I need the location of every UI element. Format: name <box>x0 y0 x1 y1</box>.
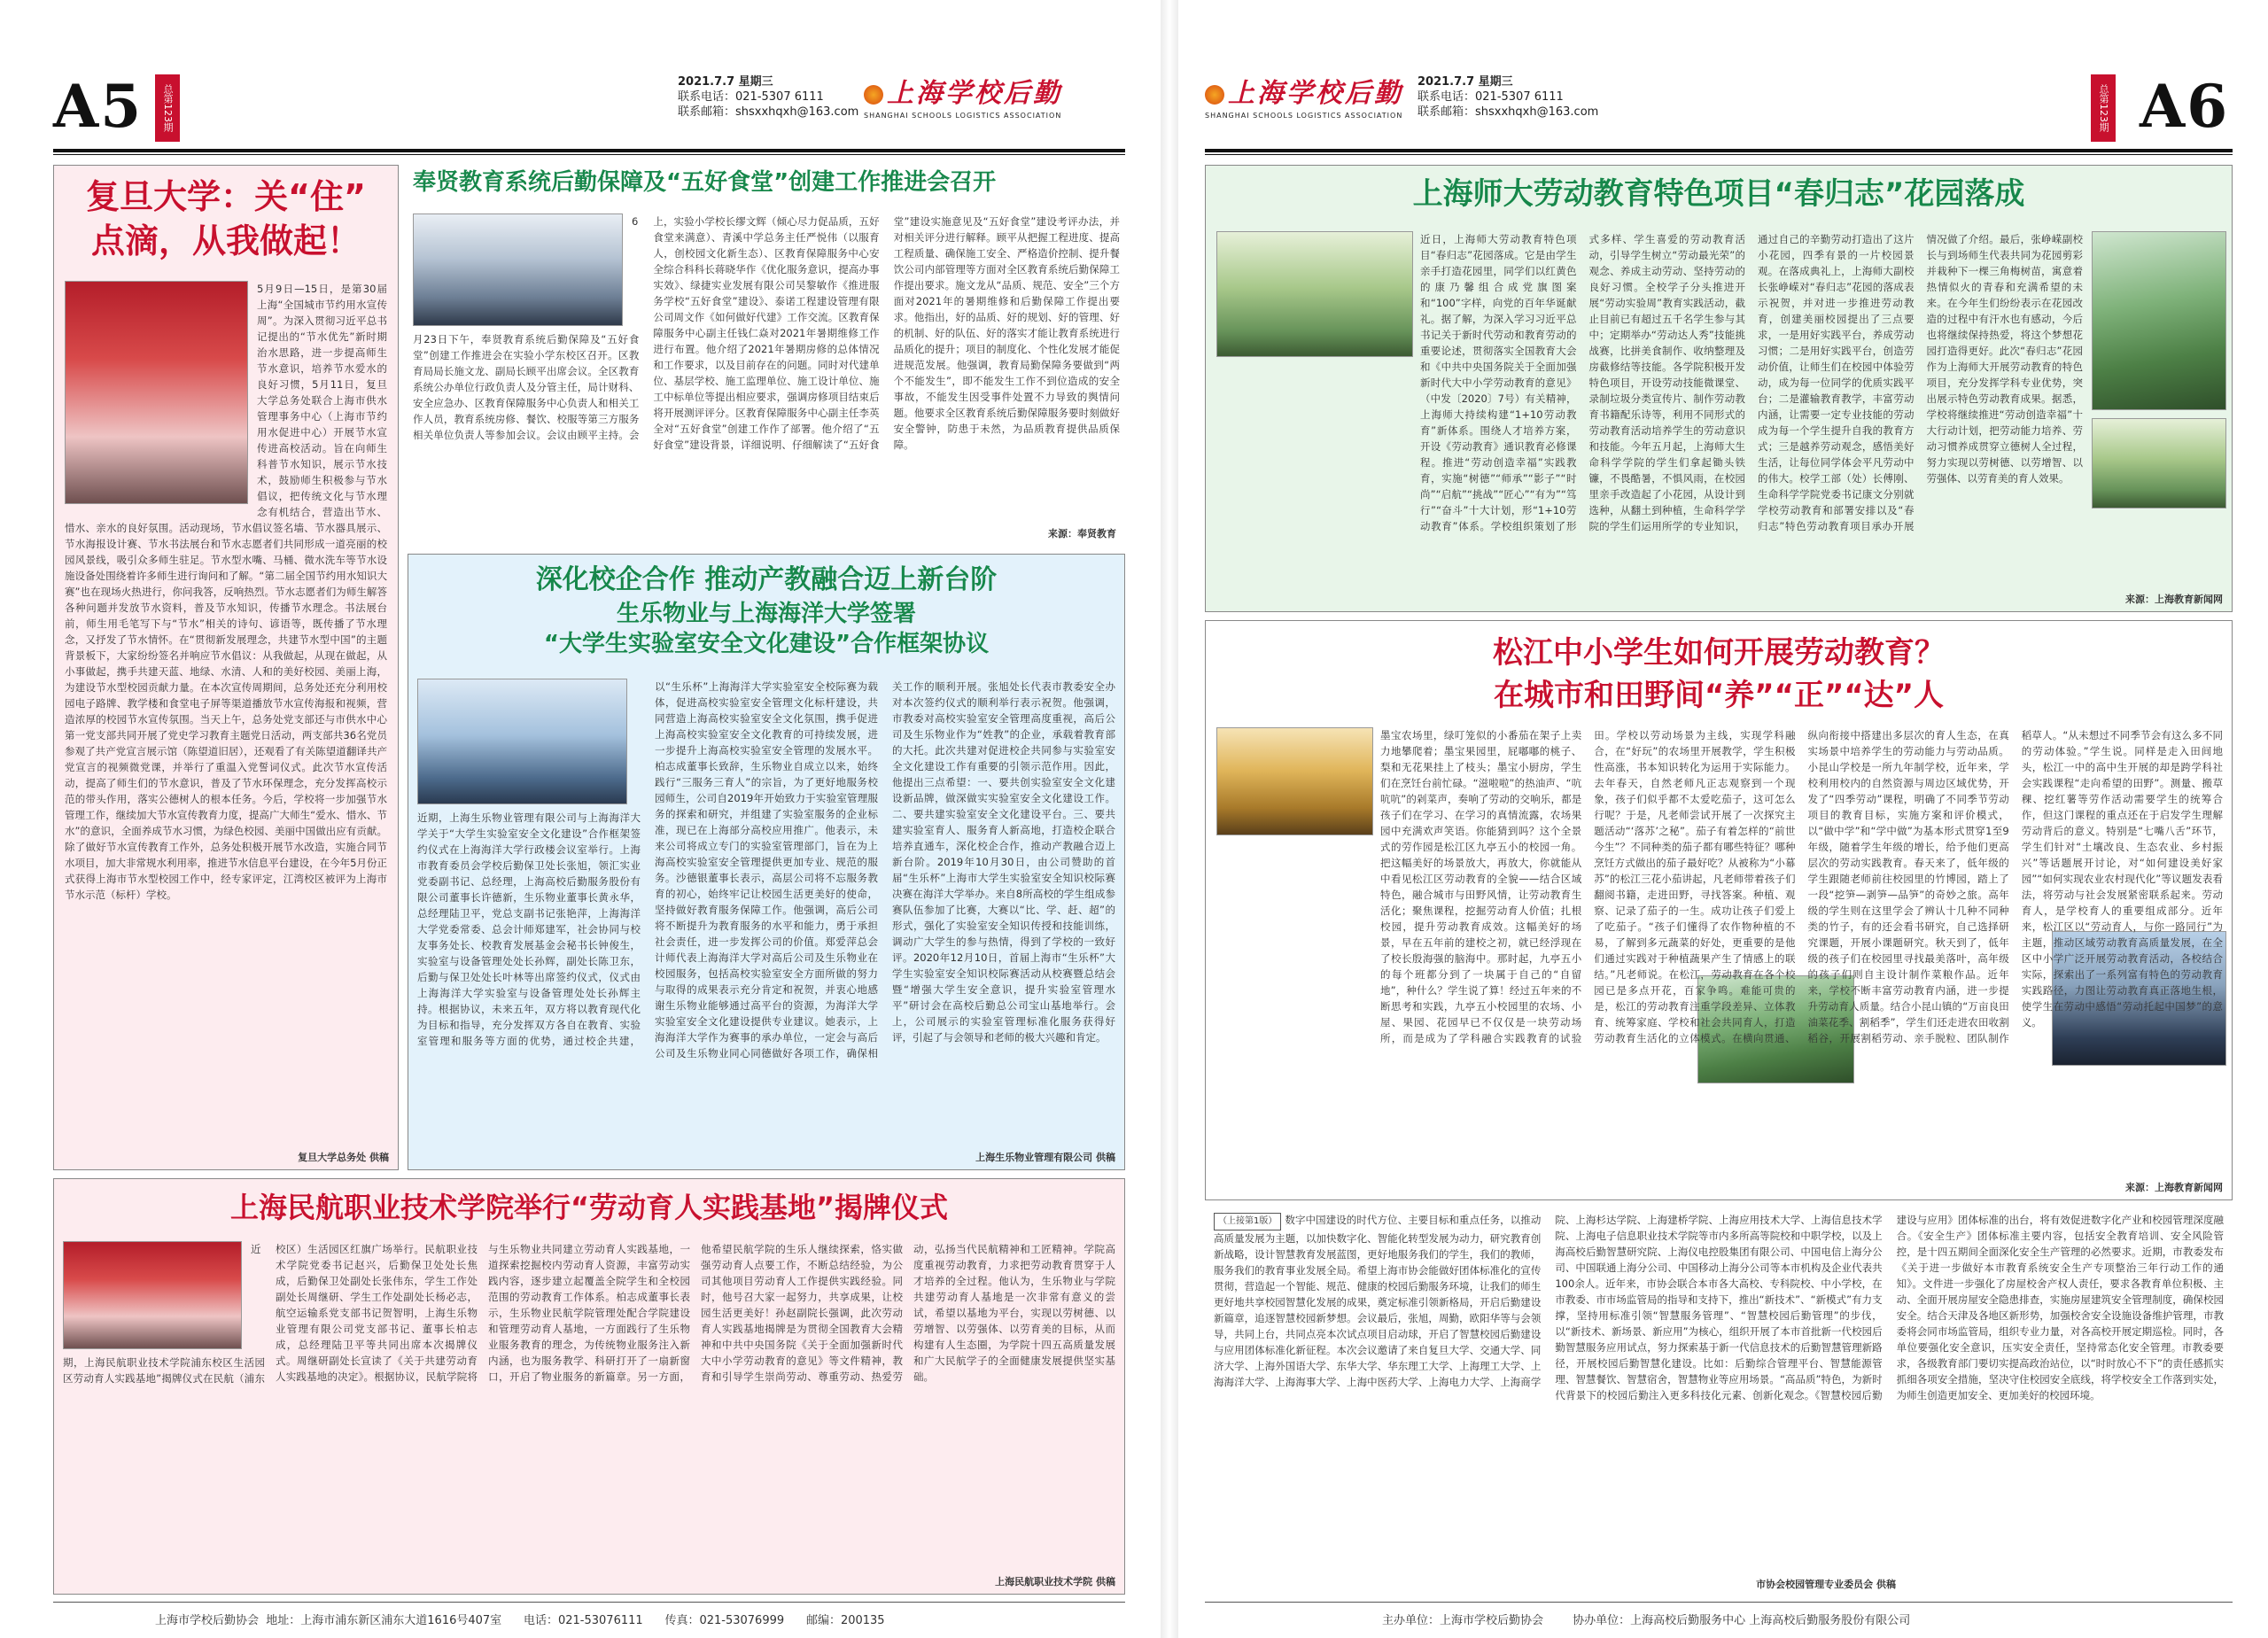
article-body: 5月9日—15日，是第30届上海“全国城市节约用水宣传周”。为深入贯彻习近平总书记提出的“节水优先”新时期治水思路，进一步提高师生节水意识，培养节水爱水的良好习惯，5月11日，复旦大学总务处联合上海市供水管理事务中心（上海市节约用水促进中心）开展节水宣传进高校活动。旨在向师生科普节水知识，展示节水技术，鼓励师生积极参与节水倡议，把传统文化与节水理念有机结合，营造出节水、惜水、亲水的良好氛围。活动现场，节水倡议签名墙、节水器具展示、节水海报设计赛、节水书法展台和节水志愿者们共同形成一道亮丽的校园风景线，吸引众多师生驻足。节水型水嘴、马桶、微水洗车等节水设施设备处围绕着许多师生进行询问和了解。“第二届全国节约用水知识大赛”也在现场火热进行，你问我答，反响热烈。节水志愿者们为师生解答各种问题并发放节水资料，普及节水知识，传播节水理念。书法展台前，师生用毛笔写下与“节水”相关的诗句、谚语等，既传播了节水理念，又抒发了节水情怀。在“贯彻新发展理念，共建节水型中国”的主题背景板下，大家纷纷签名并响应节水倡议：从我做起，从现在做起，从小事做起，携手共建天蓝、地绿、水清、人和的美好校园、美丽上海，为建设节水型校园贡献力量。在本次宣传周期间，总务处还充分利用校园电子路牌、教学楼和食堂电子屏等渠道播放节水宣传海报和视频，营造浓厚的校园节水宣传氛围。当天上午，总务处党支部还与市供水中心第一党支部共同开展了党史学习教育主题党日活动，两支部共36名党员参观了共产党宣言展示馆（陈望道旧居），还观看了有关陈望道翻译共产党宣言的视频微党课，并举行了重温入党誓词仪式。此次节水宣传活动，提高了师生们的节水意识，普及了节水环保理念，充分发挥高校示范的带头作用，落实公德树人的根本任务。今后，学校将一步加强节水管理工作，继续加大节水宣传教育力度，提高广大师生“爱水、惜水、节水”的意识，全面养成节水习惯，为绿色校园、美丽中国做出应有贡献。除了做好节水宣传教育工作外，总务处积极开展节水改造，实施合同节水项目，加大非常规水利用率，推进节水信息平台建设，在今年5月份正式获得上海市节水型校园工作中，经专家评定，江湾校区被评为上海市节水示范（标杆）学校。 <box>65 283 387 901</box>
header-info <box>678 74 858 120</box>
footer-rule <box>1205 1602 2233 1603</box>
article-body: 6月23日下午，奉贤教育系统后勤保障及“五好食堂”创建工作推进会在实验小学东校区召开。区教育局局长施文龙、副局长顾平出席会议。全区教育系统公办单位行政负责人及分管主任，局计财科、安全应急办、区教育保障服务中心负责人和相关工作人员，教育系统房修、餐饮、校服等第三方服务相关单位负责人等参加会议。会议由顾平主持。会上，实验小学校长缪文辉（倾心尽力促品质，五好食堂来满意）、青溪中学总务主任严悦伟（以服育人，创校园文化新生态）、区教育保障服务中心安全综合科科长蒋晓华作《优化服务意识，提高办事实效》、绿捷实业发展有限公司吴黎敏作《推进服务学校“五好食堂”建设》、泰诺工程建设管理有限公司周文作《如何做好代建》工作交流。区教育保障服务中心副主任钱仁焱对2021年暑期维修工作进行布置。他介绍了2021年暑期房修的总体情况和工作要求，以及目前存在的问题。同时对代建单位、基层学校、施工监理单位、施工设计单位、施工中标单位等提出相应要求，强调房修项目结束后将开展测评评分。区教育保障服务中心副主任李英全对“五好食堂”创建工作作了部署。他介绍了“五好食堂”建设背景，详细说明、仔细解读了“五好食堂”建设实施意见及“五好食堂”建设考评办法，并对相关评分进行解释。顾平从把握工程进度、提高工程质量、确保施工安全、严格造价控制、提升餐饮公司内部管理等方面对全区教育系统后勤保障工作提出要求。施文龙从“品质、规范、安全”三个方面对2021年的暑期维修和后勤保障工作提出要求。他指出，好的品质、好的规划、好的管理、好的机制、好的队伍、好的落实才能让教育系统进行品质化的提升；项目的制度化、个性化发展才能促进规范发展。他强调，教育局勤保障务要做到“两个不能发生”，即不能发生工作不到位造成的安全事故，不能发生因受事件处置不力导致的舆情问题。他要求全区教育系统后勤保障服务要时刻做好安全警钟，防患于未然，为品质教育提供品质保障。 <box>413 215 1120 451</box>
header-rule <box>53 149 1125 152</box>
footer-a6: 主办单位：上海市学校后勤协会 协办单位：上海高校后勤服务中心 上海高校后勤服务股份有限公司 <box>1382 1614 1911 1627</box>
issue-badge: 总第123期 <box>155 74 180 142</box>
photo-plaque-ceremony <box>63 1241 242 1349</box>
article-shnu-garden <box>1205 165 2233 612</box>
article-source: 来源：上海教育新闻网 <box>2125 1182 2223 1193</box>
email-line: 联系邮箱：shsxxhqxh@163.com <box>1418 105 1599 119</box>
article-songjiang <box>1205 620 2233 1200</box>
photo-flower-flag <box>1216 231 1413 357</box>
masthead-logo: 上海学校后勤 SHANGHAI SCHOOLS LOGISTICS ASSOCIATION <box>864 71 1068 131</box>
sun-logo-icon <box>864 85 883 105</box>
article-source: 来源：上海教育新闻网 <box>2125 594 2223 605</box>
article-body: 墨宝农场里，绿叮笼似的小番茄在架子上卖力地攀爬着；墨宝果园里，屁嘟嘟的桃子、梨和无花果挂上了枝头；墨宝小厨房，学生们在烹饪台前忙碌。“滋啦啦”的热油声、“吭吭吭”的剁菜声，奏响了劳动的交响乐，都是孩子们在学习、在学习的真情流露，农场果园中充满欢声笑语。你能猜到吗？这个全景式的劳作园是松江区九亭五小的校园一角。把这幅美好的场景放大，再放大，你就能从中看见松江区劳动教育的全貌——结合区域特色，融合城市与田野风情，让劳动教育生活化；聚焦课程，挖掘劳动育人价值；扎根校园，提升劳动教育成效。这幅美好的场景，早在五年前的建校之初，就已经浮现在了校长殷海强的脑海中。那时起，九亭五小的每个班都分到了一块属于自己的“自留地”，种什么？学生说了算！经过五年来的不断思考和实践，九亭五小校园里的农场、小屋、果园、花园早已不仅仅是一块劳动场所，而是成为了学科融合实践教育的试验田。学校以劳动场景为主线，实现学科融合，在“好玩”的农场里开展教学，学生积极性高涨，书本知识转化为运用于实际能力。去年春天，自然老师凡正志观察到一个现象，孩子们似乎都不太爱吃茄子，这可怎么行呢？于是，凡老师尝试开展了一次探究主题活动“‘落苏’之秘”。茄子有着怎样的“前世今生”？不同种类的茄子都有哪些特征？哪种烹饪方式做出的茄子最好吃？从被称为“小幕苏”的松江三花小茄讲起，凡老师带着孩子们翻阅书籍，走进田野，寻找答案。种植、观察、记录了茄子的一生。成功让孩子们爱上了吃茄子。“孩子们懂得了农作物种植的不易，了解到多元蔬菜的好处，更重要的是他们通过实践对于种植蔬果产生了情感上的联结。”凡老师说。在松江，劳动教育在各个校园已是多点开花，百家争鸣。难能可贵的是，松江的劳动教育注重学段差异、立体教育、统筹家庭、学校和社会共同育人，打造劳动教育生活化的立体模式。在横向贯通、纵向衔接中搭建出多层次的育人生态，在真实场景中培养学生的劳动能力与劳动品质。小昆山学校是一所九年制学校，近年来，学校利用校内的自然资源与周边区域优势，开发了“四季劳动”课程，明确了不同季节劳动项目的教育目标，实施方案和评价模式，以“做中学”和“学中做”为基本形式贯穿1至9年级，随着学生年级的增长，给予他们更高层次的劳动实践教育。春天来了，低年级的学生跟随老师前往校园里的竹博园，踏上了一段“挖笋—剥笋—品笋”的奇妙之旅。高年级的学生则在这里学会了辨认十几种不同种类的竹子，有的还会看书研究，自己选择研究课题，开展小课题研究。秋天到了，低年级的孩子们在校园里寻找最美落叶，高年级的孩子们则自主设计制作菜粮作品。近年来，学校不断丰富劳动教育内涵，进一步提升劳动育人质量。结合小昆山镇的“万亩良田油菜花季、割稻季”，学生们还走进农田收割稻谷，开展割稻劳动、亲手脱粒、团队制作稻草人。“从未想过不同季节会有这么多不同的劳动体验。”学生说。同样是走入田间地头，松江一中的高中生开展的却是跨学科社会实践课程“走向希望的田野”。测量、搬草稞、挖红薯等劳作活动需要学生的统筹合作，但这门课程的重点还在于启发学生理解劳动背后的意义。特别是“七嘴八舌”环节，学生们针对“土壤改良、生态农业、乡村振兴”等话题展开讨论，对“如何建设美好家园”“如何实现农业农村现代化”等议题发表看法，将劳动与社会发展紧密联系起来。劳动育人，是学校育人的重要组成部分。近年来，松江区以“劳动育人，与你一路同行”为主题，推动区域劳动教育高质量发展，在全区中小学广泛开展劳动教育活动，各校结合实际，探索出了一系列富有特色的劳动教育实践路径，力图让劳动教育真正落地生根，使学生在劳动中感悟“劳动托起中国梦”的意义。 <box>1380 729 2223 1044</box>
photo-ribbon-cutting <box>2092 231 2226 410</box>
photo-students-harvest <box>1216 727 1373 835</box>
photo-garden-view <box>2092 418 2226 508</box>
date-line: 2021.7.7 星期三 <box>1418 75 1513 89</box>
page-header-a5 <box>53 71 1125 146</box>
article-source: 上海生乐物业管理有限公司 供稿 <box>975 1152 1115 1163</box>
article-shengle <box>408 554 1125 1170</box>
article-source: 上海民航职业技术学院 供稿 <box>995 1576 1115 1588</box>
page-number: A5 <box>53 72 144 141</box>
article-title: 上海民航职业技术学院举行“劳动育人实践基地”揭牌仪式 <box>229 1191 949 1224</box>
article-source: 市协会校园管理专业委员会 供稿 <box>1756 1579 1896 1590</box>
page-header-a6 <box>1205 71 2233 146</box>
article-subtitle: 生乐物业与上海海洋大学签署 <box>616 601 916 627</box>
article-body: （上接第1版） 数字中国建设的时代方位、主要目标和重点任务，以推动高质量发展为主题，以加快数字化、智能化转型发展为动力，研究教育创新战略，设计智慧教育发展蓝图，更好地服务我们的学生，我们的教师，服务我们的教育事业发展全局。希望上海市协会能做好团体标准化的宣传贯彻，营造起一个智能、规范、健康的校园后勤服务环境，让我们的师生更好地共享校园智慧化发展的成果，奠定标准引领新格局，开启后勤建设新篇章，追逐智慧校园新梦想。会议最后，张旭，周勤，欧阳华等与会领导，共同上台，共同点亮本次试点项目启动球，开启了智慧校园后勤建设与应用团体标准化新征程。本次会议邀请了来自复旦大学、交通大学、同济大学、上海外国语大学、东华大学、华东理工大学、上海理工大学、上海海洋大学、上海海事大学、上海中医药大学、上海电力大学、上海商学院、上海杉达学院、上海建桥学院、上海应用技术大学、上海信息技术学院、上海电子信息职业技术学院等市内多所高等院校和中职学校，以及上海高校后勤智慧研究院、上海仪电控股集团有限公司、中国电信上海分公司、中国联通上海分公司、中国移动上海分公司等本市机构及企业代表共100余人。近年来，市协会联合本市各大高校、专科院校、中小学校，在市教委、市市场监管局的指导和支持下，推出“新技术”、“新模式”有力支撑，坚持用标准引领“智慧服务管理”、“智慧校园后勤管理”的步伐，以“新技术、新场景、新应用”为核心，组织开展了本市首批新一代校园后勤智慧服务应用试点，努力探索基于新一代信息技术的后勤智慧管理新路径，开展校园后勤智慧化建设。比如：后勤综合管理平台、智慧能源管理、智慧餐饮、智慧宿舍，智慧物业等应用场景。“高品质”特色，为新时代背景下的校园后勤注入更多科技化元素、创新化观念。《智慧校园后勤建设与应用》团体标准的出台，将有效促进数字化产业和校园管理深度融合。《安全生产》团体标准主要内容，包括安全教育培训、安全风险管控，是十四五期间全面深化安全生产管理的必然要求。近期，市教委发布《关于进一步做好本市教育系统安全生产专项整治三年行动工作的通知》。文件进一步强化了房屋校舍产权人责任，要求各教育单位积极、主动、全面开展房屋安全隐患排查，实施房屋建筑安全管理制度，确保校园安全。结合天津及各地区新形势，加强校舍安全设施设备维护管理，市教委将会同市场监管局，组织专业力量，对各高校开展定期巡检。同时，各单位要强化安全意识，压实安全责任，坚持常态化安全管理。市教委要求，各级教育部门要切实提高政治站位，以“时时放心不下”的责任感抓实抓细各项安全措施，坚决守住校园安全底线，将学校安全工作落到实处，为师生创造更加安全、更加美好的校园环境。 <box>1214 1214 2224 1401</box>
phone-line: 联系电话：021-5307 6111 <box>1418 90 1564 104</box>
header-info <box>1418 74 1598 120</box>
article-title: 奉贤教育系统后勤保障及“五好食堂”创建工作推进会召开 <box>413 169 997 196</box>
page-gutter <box>1161 0 1178 1638</box>
phone-line: 联系电话：021-5307 6111 <box>678 90 824 104</box>
footer-a5: 上海市学校后勤协会 地址：上海市浦东新区浦东大道1616号407室 电话：021-53076111 传真：021-53076999 邮编：200135 <box>155 1614 885 1627</box>
article-body: 近期，上海民航职业技术学院浦东校区生活园区劳动育人实践基地”揭牌仪式在民航（浦东校区）生活园区红旗广场举行。民航职业技术学院党委书记赵兴，后勤保卫处处长焦成，后勤保卫处副处长张伟东，学生工作处副处长周继研、学生工作处副处长杨必志，航空运输系党支部书记贺智明，上海生乐物业管理有限公司党支部书记、董事长柏志成，总经理陆卫平等共同出席本次揭牌仪式。周继研副处长宣读了《关于共建劳动育人实践基地的决定》。根据协议，民航学院将与生乐物业共同建立劳动育人实践基地，一道探索挖掘校内劳动育人资源，丰富劳动实践内容，逐步建立起覆盖全院学生和全校园范围的劳动教育工作体系。柏志成董事长表示，生乐物业民航学院管理处配合学院建设和管理劳动育人基地，一方面践行了生乐物业服务教育的理念，为传统物业服务注入新内涵，也为服务教学、科研打开了一扇新窗口，开启了物业服务的新篇章。另一方面，他希望民航学院的生乐人继续探索，恪实做强劳动育人点要工作，不断总结经验，为公司其他项目劳动育人工作提供实践经验。同时，他号召大家一起努力，共享成果，让校园生活更美好！孙赵副院长强调，此次劳动育人实践基地揭牌是为贯彻全国教育大会精神和中共中央国务院《关于全面加强新时代大中小学劳动教育的意见》等文件精神，教育和引导学生崇尚劳动、尊重劳动、热爱劳动，弘扬当代民航精神和工匠精神。学院高度重视劳动教育，力求把劳动教育贯穿于人才培养的全过程。他认为，生乐物业与学院共建劳动育人基地是一次非常有意义的尝试，希望以基地为平台，实现以劳树德、以劳增智、以劳强体、以劳育美的目标，从而构建有人生态圈，为学院十四五高质量发展和广大民航学子的全面健康发展提供坚实基础。 <box>63 1243 1115 1385</box>
article-civil-aviation <box>53 1178 1125 1595</box>
article-title: 上海师大劳动教育特色项目“春归志”花园落成 <box>1412 176 2025 212</box>
photo-water-week <box>65 281 248 504</box>
date-line: 2021.7.7 星期三 <box>678 75 773 89</box>
article-title: 深化校企合作 推动产教融合迈上新台阶 <box>535 564 998 595</box>
article-source: 来源：奉贤教育 <box>1048 528 1116 540</box>
footer-rule <box>53 1602 1125 1603</box>
logo-english: SHANGHAI SCHOOLS LOGISTICS ASSOCIATION <box>1205 112 1403 120</box>
logo-english: SHANGHAI SCHOOLS LOGISTICS ASSOCIATION <box>864 112 1062 120</box>
header-rule-thin <box>53 154 1125 155</box>
masthead-logo: 上海学校后勤 SHANGHAI SCHOOLS LOGISTICS ASSOCIATION <box>1205 71 1409 131</box>
article-body: 近期，上海生乐物业管理有限公司与上海海洋大学关于“大学生实验室安全文化建设”合作框架签约仪式在上海海洋大学行政楼会议室举行。上海市教育委员会学校后勤保卫处长张旭，领汇实业党委副书记、总经理，上海高校后勤服务股份有限公司董事长许德新，生乐物业董事长黄永华，总经理陆卫平，党总支副书记张艳萍，上海海洋大学党委常委、总会计师郑建军，社会协同与校友事务处长、校教育发展基金会秘书长钟俊生，实验室与设备管理处处长孙辉，副处长陈卫东，后勤与保卫处处长叶林等出席签约仪式，仪式由上海海洋大学实验室与设备管理处处长孙辉主持。根据协议，未来五年，双方将以教育现代化为目标和指导，充分发挥双方各自在教育、实验室管理和服务等方面的优势，通过校企共建，以“生乐杯”上海海洋大学实验室安全校际赛为载体，促进高校实验室安全管理文化标杆建设，共同营造上海高校实验室安全文化氛围，携手促进上海高校实验室安全文化教育的可持续发展，进一步提升上海高校实验室安全管理的发展水平。柏志成董事长致辞，生乐物业自成立以来，始终践行“三服务三育人”的宗旨，为了更好地服务校园师生，公司自2019年开始致力于实验室管理服务的探索和研究，并组建了实验室服务的企业标准，现已在上海部分高校应用推广。他表示，未来公司将成立专门的实验室管理部门，旨在为上海高校实验室安全管理提供更加专业、规范的服务。沙德银董事长表示，高层公司将不忘服务教育的初心，始终牢记让校园生活更美好的使命，坚持做好教育服务保障工作。他强调，高后公司将不断提升为教育服务的水平和能力，勇于承担社会责任，进一步发挥公司的价值。郑爱萍总会计师代表上海海洋大学对高后公司及生乐物业在校园服务，包括高校实验室安全方面所做的努力与取得的成果表示充分肯定和祝贺，并衷心地感谢生乐物业能够通过高平台的资源，为海洋大学实验室安全文化建设提供专业建议。她表示，上海海洋大学作为赛事的承办单位，一定会与高后公司及生乐物业同心同德做好各项工作，确保相关工作的顺利开展。张旭处长代表市教委安全办对本次签约仪式的顺利举行表示祝贺。他强调，市教委对高校实验室安全管理高度重视，高后公司及生乐物业作为“姓教”的企业，承载着教育部的大托。此次共建对促进校企共同参与实验室安全文化建设工作有重要的引领示范作用。因此，他提出三点希望：一、要共创实验室安全文化建设新品牌，做深做实实验室安全文化建设工作。二、要共建实验室安全文化建设平台。三、要共建实验室育人、服务育人新高地，打造校企联合培养直通车，深化校企合作，推动产教融合迈上新台阶。2019年10月30日，由公司赞助的首届“生乐杯”上海市大学生实验室安全知识校际赛决赛在海洋大学举办。来自8所高校的学生组成参赛队伍参加了比赛，大赛以“比、学、赶、超”的形式，强化了实验室安全知识传授和技能训练，调动广大学生的参与热情，得到了学校的一致好评。2020年12月10日，首届上海市“生乐杯”大学生实验室安全知识校际赛活动从校赛暨总结会暨“增强大学生安全意识，提升实验室管理水平”研讨会在高校后勤总公司宝山基地举行。会上，公司展示的实验室管理标准化服务获得好评，引起了与会领导和老师的极大兴趣和肯定。 <box>417 680 1115 1060</box>
sun-logo-icon <box>1205 85 1224 105</box>
header-rule <box>1205 149 2233 152</box>
article-continued <box>1205 1207 2233 1596</box>
article-title: 松江中小学生如何开展劳动教育？ 在城市和田野间“养”“正”“达”人 <box>1493 635 1945 713</box>
article-fudan <box>53 165 399 1170</box>
article-title: 复旦大学：关“住” 点滴，从我做起！ <box>86 177 366 260</box>
header-rule-thin <box>1205 154 2233 155</box>
issue-badge: 总第123期 <box>2091 74 2116 142</box>
page-number: A6 <box>2140 72 2230 141</box>
article-fengxian <box>408 165 1125 546</box>
article-body: 近日，上海师大劳动教育特色项目“春归志”花园落成。它是由学生亲手打造花园里，同学们以红黄色的康乃馨组合成党旗图案和“100”字样，向党的百年华诞献礼。据了解，为深入学习习近平总书记关于新时代劳动和教育劳动的重要论述，贯彻落实全国教育大会和《中共中央国务院关于全面加强新时代大中小学劳动教育的意见》（中发〔2020〕7号）有关精神，上海师大持续构建“1+10劳动教育”新体系。围绕人才培养方案，开设《劳动教育》通识教育必修课程。推进“劳动创造幸福”实践教育，实施“树德”“师承”“影子”“时尚”“启航”“挑战”“匠心”“有为”“笃行”“奋斗”十大计划，形“1+10劳动教育”体系。学校组织策划了形式多样、学生喜爱的劳动教育活动，引导学生树立“劳动最光荣”的观念、养成主动劳动、坚持劳动的良好习惯。全校学子分头推进开展“劳动实验周”教育实践活动，截止目前已有超过五千名学生参与其中；定期举办“劳动达人秀”技能挑战赛，比拼美食制作、收纳整理及房截修结等技能。各学院积极开发特色项目，开设劳动技能微课堂、录制垃圾分类宣传片、制作劳动教育书籍配乐诗等，利用不同形式的劳动教育活动培养学生的劳动意识和技能。今年五月起，上海师大生命科学学院的学生们拿起锄头铁镰，不畏酷暑，不惧风雨，在校园里亲手改造起了小花园，从设计到选种，从翻土到种植，生命科学学院的学生们运用所学的专业知识，通过自己的辛勤劳动打造出了这片小花园，四季有景的一片校园景观。在落成典礼上，上海师大副校长张峥嵘对“春归志”花园的落成表示祝贺，并对进一步推进劳动教育，创建美丽校园提出了三点要求，一是用好实践平台，养成劳动习惯；二是用好实践平台，创造劳动价值，让师生们在校园中体验劳动，成为每一位同学的优质实践平台；二是灌输教育教学，丰富劳动内涵，让需要一定专业技能的劳动成为每一个学生提升自我的教育方式；三是越养劳动观念，感悟美好生活，让每位同学体会平凡劳动中的伟大。校学工部（处）长傅刚、生命科学学院党委书记康文分别就学校劳动教育和部署安排以及“春归志”特色劳动教育项目承办开展情况做了介绍。最后，张峥嵘副校长与到场师生代表共同为花园剪彩并栽种下一棵三角梅树苗，寓意着热情似火的青春和充满希望的未来。在今年生们纷纷表示在花园改造的过程中有汗水也有感动，今后也将继续保持热爱，将这个梦想花园打造得更好。此次“春归志”花园作为上海师大开展劳动教育的特色项目，充分发挥学科专业优势，突出展示特色劳动教育成果。据悉，学校将继续推进“劳动创造幸福”十大行动计划，把劳动能力培养、劳动习惯养成贯穿立德树人全过程，努力实现以劳树德、以劳增智、以劳强体、以劳育美的育人效果。 <box>1420 233 2083 532</box>
article-source: 复旦大学总务处 供稿 <box>298 1152 389 1163</box>
photo-meeting-hall <box>413 213 623 326</box>
continued-tag: （上接第1版） <box>1214 1213 1281 1230</box>
page-a6 <box>1178 0 2268 1638</box>
email-line: 联系邮箱：shsxxhqxh@163.com <box>678 105 859 119</box>
article-subtitle: “大学生实验室安全文化建设”合作框架协议 <box>543 631 990 657</box>
photo-signing <box>417 679 627 804</box>
